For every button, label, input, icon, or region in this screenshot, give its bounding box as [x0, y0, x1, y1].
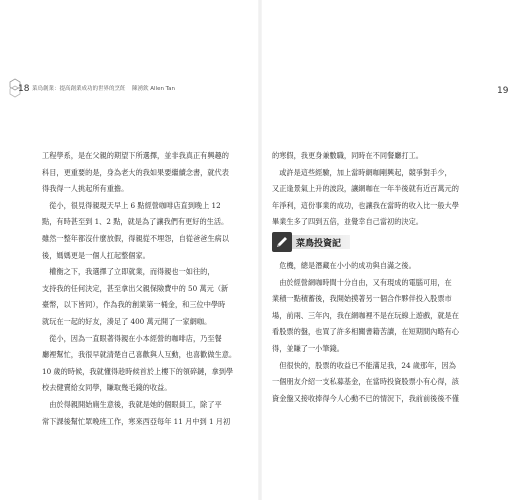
paragraph-line: 臺幣，以下皆同），作為我的創業第一桶金，和三位中學時 [42, 300, 226, 310]
paragraph-line: 看股票的盤，也買了許多相關書籍苦讀，在短期間內略有心 [272, 327, 459, 337]
paragraph-line: 由於得親開始廁生意後，我就是她的個眼員工，除了平 [42, 399, 222, 409]
running-header-author: 陳湧欽 Allen Tan [132, 86, 175, 92]
paragraph-line: 畢業生多了四到五倍，並覺幸自己當初的決定。 [272, 217, 423, 227]
paragraph-line: 一個朋友介紹一支私募基金，在當時投資股票小有心得，該 [272, 377, 459, 387]
pencil-icon [272, 232, 292, 252]
left-page-body [42, 148, 250, 430]
paragraph-line: 支持我的任何決定，甚至拿出父親保險費中的 50 萬元（新 [42, 283, 229, 293]
paragraph-line: 工程學系，是在父親的期望下所選擇，並非我真正有興趣的 [42, 151, 229, 160]
paragraph-line: 從小，很見得親現天早上 6 點經營咖啡店直到晚上 12 [42, 200, 221, 210]
running-header-title: 菜鳥創業：提高創業成功的世界的烹飪 [32, 86, 126, 92]
paragraph-line: 由於經營網咖時間十分自由，又有現成的電腦可用，在 [272, 277, 452, 287]
paragraph-line: 得，並賺了一小筆錢。 [272, 343, 344, 353]
paragraph-line: 10 歲的時候，我就懂得趁時候首於上樓下的領碎鏈，拿到學 [42, 366, 234, 376]
paragraph-line: 雖然一整年都沒什麼放假，得親從不埋怨，自從爸爸生病以 [42, 233, 229, 243]
paragraph-line: 得我得一人挑起所有重擔。 [42, 184, 129, 194]
paragraph-line: 就玩在一起的好友，湊足了 400 萬元開了一家網咖。 [42, 316, 212, 326]
paragraph-line: 從小，因為一直眼著得親在小本經營的咖啡店，乃至餐 [42, 333, 222, 343]
paragraph-line: 或許是這些經驗，加上當時網咖剛興起，競爭對手少， [272, 167, 452, 177]
paragraph-line: 廳裡幫忙，我很早就清楚自己喜歡與人互動，也喜歡做生意。 [42, 350, 237, 360]
right-page-body-top [272, 148, 474, 231]
page-gutter [258, 0, 262, 500]
paragraph-line: 後，媽媽更是一個人扛起整個家。 [42, 250, 150, 260]
paragraph-line: 點，有時甚至到 1、2 點，就是為了讓我們有更好的生活。 [42, 217, 229, 227]
paragraph-line: 校去健賣給女同學，賺取幾毛錢的收益。 [42, 383, 172, 393]
right-page-body-bottom [272, 258, 474, 407]
paragraph-line: 科目，更重要的是，身為老大的我如果要繼續念書，就代表 [42, 167, 229, 177]
paragraph-line: 又正逢景氣上升的波段，讓網咖在一年半後就有近百萬元的 [272, 184, 459, 194]
section-heading [272, 232, 372, 252]
paragraph-line: 年淨利，這份事業的成功，也讓我在當時的收入比一般大學 [272, 200, 459, 210]
left-page-number: 18 [18, 84, 30, 94]
section-heading-text: 菜鳥投資記 [296, 239, 342, 249]
right-page-number: 19 [497, 86, 509, 96]
paragraph-line: 資金盤又接收捧得今人心動不已的情況下，我前前後後不僅 [272, 393, 459, 403]
paragraph-line: 常下課後幫忙眾晚班工作，寒來西亞每年 11 月中到 1 月初 [42, 416, 231, 426]
paragraph-line: 業積一點積蓄後，我開始摸著另一個合作夥伴投入股票市 [272, 294, 452, 304]
paragraph-line: 權衡之下，我選擇了立即就業，而得親也一如往的， [42, 267, 215, 277]
paragraph-line: 場，前兩、三年內，我在網咖裡不是在玩線上遊戲，就是在 [272, 310, 459, 320]
paragraph-line: 但很快的，股票的收益已不能滿足我，24 歲那年，因為 [272, 360, 456, 370]
paragraph-line: 的寒假，我更身兼數職，同時在不同餐廳打工。 [272, 151, 423, 160]
paragraph-line: 危機，總是潛藏在小小的成功與自滿之後。 [272, 261, 416, 270]
